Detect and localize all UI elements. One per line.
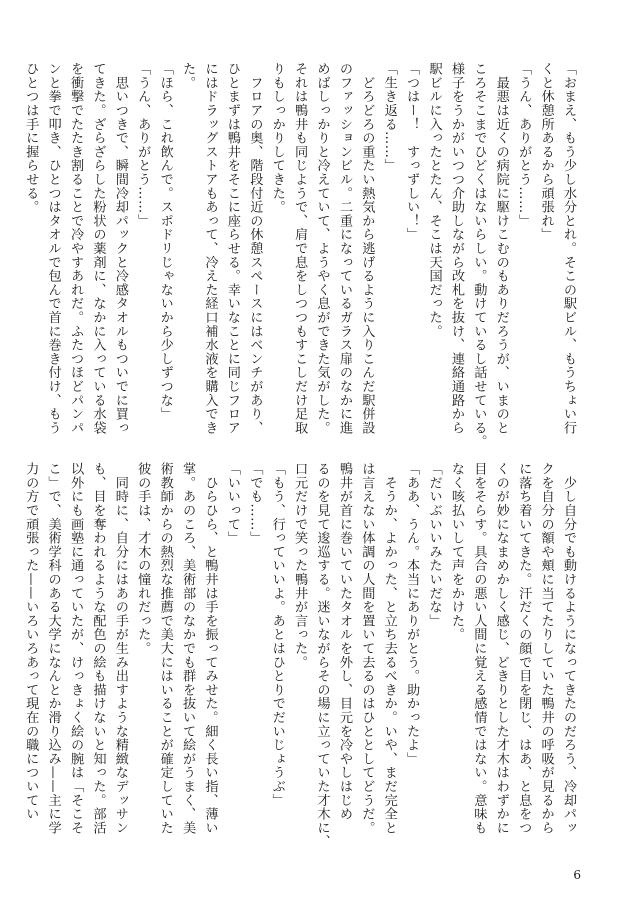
text-line: 彼の手は、才木の憧れだった。 xyxy=(135,462,151,656)
text-line: を衝撃でたたき割ることで冷やすあれだ。ふたつほどパンパ xyxy=(68,62,84,435)
text-line: 駅ビルに入ったとたん、そこは天国だった。 xyxy=(426,62,442,338)
text-line: 「いいって」 xyxy=(224,462,240,545)
text-line: は言えない体調の人間を置いて去るのはひととしてどうだ。 xyxy=(359,462,375,835)
text-line: た。 xyxy=(180,62,196,90)
text-line: のファッションビル。二重になっているガラス扉のなかに進 xyxy=(336,62,352,435)
text-line: 同時に、自分にはあの手が生み出すような精緻なデッサン xyxy=(112,462,128,835)
page-number: 6 xyxy=(573,868,581,882)
text-line: 「うん、ありがとう……」 xyxy=(516,62,532,228)
text-line: 力の方で頑張った——いろいろあって現在の職についてい xyxy=(23,462,39,821)
text-line: にはドラッグストアもあって、冷えた経口補水液を購入でき xyxy=(202,62,218,435)
text-line: りもしっかりしてきた。 xyxy=(269,62,285,214)
text-line: 「ああ、うん。本当にありがとう。助かったよ」 xyxy=(404,462,420,766)
text-line: ひらひら、と鴨井は手を振ってみせた。細く長い指、薄い xyxy=(202,462,218,835)
text-line: くと休憩所あるから頑張れ」 xyxy=(538,62,554,242)
text-line: なく咳払いして声をかけた。 xyxy=(448,462,464,642)
text-line: 掌。あのころ、美術部のなかでも群を抜いて絵がうまく、美 xyxy=(180,462,196,835)
text-line: フロアの奥、階段付近の休憩スペースにはベンチがあり、 xyxy=(247,62,263,435)
text-line: 「うん、ありがとう……」 xyxy=(135,62,151,228)
text-line: そうか、よかった、と立ち去るべきか。いや、まだ完全と xyxy=(381,462,397,835)
text-line: 思いつきで、瞬間冷却パックと冷感タオルもついでに買っ xyxy=(112,62,128,435)
text-line: に落ち着いてきた。汗だくの顔で目を閉じ、はあ、と息をつ xyxy=(516,462,532,835)
text-line: 術教師からの熱烈な推薦で美大にはいることが確定していた xyxy=(157,462,173,835)
text-line: 「だいぶいいみたいだな」 xyxy=(426,462,442,628)
lower-text-column xyxy=(23,462,579,849)
text-line: くのが妙になまめかしく感じ、どきりとした才木はわずかに xyxy=(493,462,509,835)
upper-text-column xyxy=(23,62,579,449)
text-line: 「でも……」 xyxy=(247,462,263,545)
text-line: 口元だけで笑った鴨井が言った。 xyxy=(292,462,308,669)
text-line: 「おまえ、もう少し水分とれ。そこの駅ビル、もうちょい行 xyxy=(561,62,576,435)
text-line: 「つはー！ すっずしい！」 xyxy=(404,62,420,242)
text-line: 「生き返る……」 xyxy=(381,62,397,173)
text-line: 「もう、行っていいよ。あとはひとりでだいじょうぶ」 xyxy=(269,462,285,807)
text-line: めばしっかりと冷えていて、ようやく息ができた気がした。 xyxy=(314,62,330,435)
text-line: どろどろの重たい熱気から逃げるように入りこんだ駅併設 xyxy=(359,62,375,435)
text-line: るのを見て逡巡する。迷いながらその場に立っていた才木に、 xyxy=(314,462,330,849)
text-line: 最悪は近くの病院に駆けこむのもありだろうが、いまのと xyxy=(493,62,509,435)
text-line: 少し自分でも動けるようになってきたのだろう、冷却パッ xyxy=(561,462,576,835)
text-line: ひとまずは鴨井をそこに座らせる。幸いなことに同じフロア xyxy=(224,62,240,435)
text-line: も、目を奪われるような配色の絵も描けないと知った。部活 xyxy=(90,462,106,835)
text-line: ンと拳で叩き、ひとつはタオルで包んで首に巻き付け、もう xyxy=(45,62,61,435)
text-line: ひとつは手に握らせる。 xyxy=(23,62,39,214)
text-line: それは鴨井も同じようで、肩で息をしつつもすこしだけ足取 xyxy=(292,62,308,435)
text-line: てきた。ざらざらした粉状の薬剤に、なかに入っている水袋 xyxy=(90,62,106,435)
text-line: こ」で、美術学科のある大学になんとか滑り込み——主に学 xyxy=(45,462,61,835)
text-line: 以外にも画塾に通っていたが、けっきょく絵の腕は「そこそ xyxy=(68,462,84,835)
text-line: 「ほら、これ飲んで。スポドリじゃないから少しずつな」 xyxy=(157,62,173,421)
text-line: 様子をうかがいつつ介助しながら改札を抜け、連絡通路から xyxy=(448,62,464,435)
text-line: ころそこまでひどくはないらしい。動けているし話せている。 xyxy=(471,62,487,449)
text-line: クを自分の額や頬に当てたりしていた鴨井の呼吸が見るから xyxy=(538,462,554,835)
text-line: 目をそらす。具合の悪い人間に覚える感情ではない。意味も xyxy=(471,462,487,835)
text-line: 鴨井が首に巻いていたタオルを外し、目元を冷やしはじめ xyxy=(336,462,352,821)
